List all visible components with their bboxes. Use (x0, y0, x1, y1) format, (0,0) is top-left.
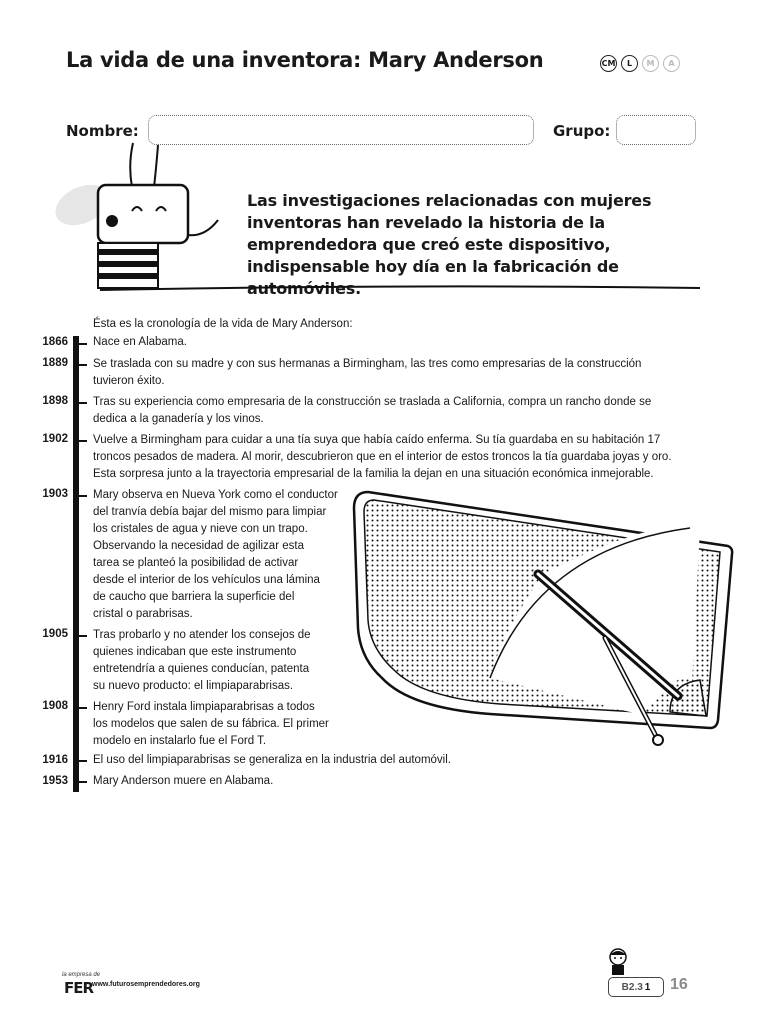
timeline-tick (79, 635, 87, 637)
timeline-entry-1953: Mary Anderson muere en Alabama. (93, 775, 274, 787)
boy-mascot-icon (603, 947, 633, 979)
group-label: Grupo: (553, 122, 611, 140)
activity-code-badge (608, 977, 664, 997)
level-badge-m: M (642, 55, 659, 72)
timeline-year-1898: 1898 (42, 395, 68, 407)
level-badges (600, 55, 680, 72)
timeline-tick (79, 364, 87, 366)
timeline-year-1903: 1903 (42, 488, 68, 500)
timeline-entry-1898: Tras su experiencia como empresaria de la construcción se traslada a California, compra un rancho donde se dedica a la ganadería y los vinos. (93, 396, 652, 425)
timeline-tick (79, 760, 87, 762)
page-title: La vida de una inventora: Mary Anderson (66, 48, 544, 72)
timeline-year-1889: 1889 (42, 357, 68, 369)
footer-logo: FER (64, 979, 94, 997)
level-badge-a: A (663, 55, 680, 72)
timeline-entry-1902: Vuelve a Birmingham para cuidar a una tía suya que había caído enferma. Su tía guardaba en su habitación 17 troncos pesados de madera. Al morir, descubrieron que en el interior de estos troncos la tía guardaba joyas y oro. Esta sorpresa junto a la trayectoria empresarial de la familia la dejan en una situación económica inmejorable. (93, 434, 672, 480)
footer-logo-small-text: la empresa de (62, 972, 101, 978)
timeline-entry-1908: Henry Ford instala limpiaparabrisas a todos los modelos que salen de su fábrica. El primer modelo en instalarlo fue el Ford T. (93, 701, 329, 747)
timeline-bar (73, 336, 79, 792)
timeline-year-1953: 1953 (42, 775, 68, 787)
timeline-tick (79, 440, 87, 442)
level-badge-l: L (621, 55, 638, 72)
timeline-lead: Ésta es la cronología de la vida de Mary Anderson: (93, 318, 353, 330)
timeline-tick (79, 707, 87, 709)
timeline-year-1905: 1905 (42, 628, 68, 640)
timeline-year-1902: 1902 (42, 433, 68, 445)
timeline-year-1866: 1866 (42, 336, 68, 348)
timeline-entry-1905: Tras probarlo y no atender los consejos de quienes indicaban que este instrumento entretendría a quienes conducían, patenta su nuevo producto: el limpiaparabrisas. (93, 629, 311, 692)
timeline-entry-1889: Se traslada con su madre y con sus hermanas a Birmingham, las tres como empresarias de la construcción tuvieron éxito. (93, 358, 642, 387)
timeline-tick (79, 495, 87, 497)
activity-code-prefix: B2.3 (621, 981, 643, 993)
bee-mascot-illustration (40, 125, 250, 295)
name-label: Nombre: (66, 122, 139, 140)
timeline-tick (79, 781, 87, 783)
activity-code-number: 1 (644, 981, 651, 993)
timeline-entry-1916: El uso del limpiaparabrisas se generaliza en la industria del automóvil. (93, 754, 451, 766)
timeline-entry-1903: Mary observa en Nueva York como el conductor del tranvía debía bajar del mismo para limpiar los cristales de agua y nieve con un trapo. Observando la necesidad de agilizar esta tarea se planteó la posibilidad de activar desde el interior de los vehículos una lámina de caucho que barriera la superficie del cristal o parabrisas. (93, 489, 338, 620)
intro-text: Las investigaciones relacionadas con mujeres inventoras han revelado la historia de la emprendedora que creó este dispositivo, indispensable hoy día en la fabricación de automóviles. (247, 191, 652, 298)
group-field[interactable] (616, 115, 696, 145)
level-badge-cm: CM (600, 55, 617, 72)
timeline-year-1916: 1916 (42, 754, 68, 766)
separator-line (100, 282, 700, 294)
timeline-entry-1866: Nace en Alabama. (93, 336, 187, 348)
page-number: 16 (670, 976, 688, 993)
timeline-year-1908: 1908 (42, 700, 68, 712)
timeline-tick (79, 402, 87, 404)
windshield-wiper-illustration (340, 488, 735, 750)
footer-website-link[interactable]: www.futurosemprendedores.org (92, 981, 200, 988)
timeline-tick (79, 343, 87, 345)
